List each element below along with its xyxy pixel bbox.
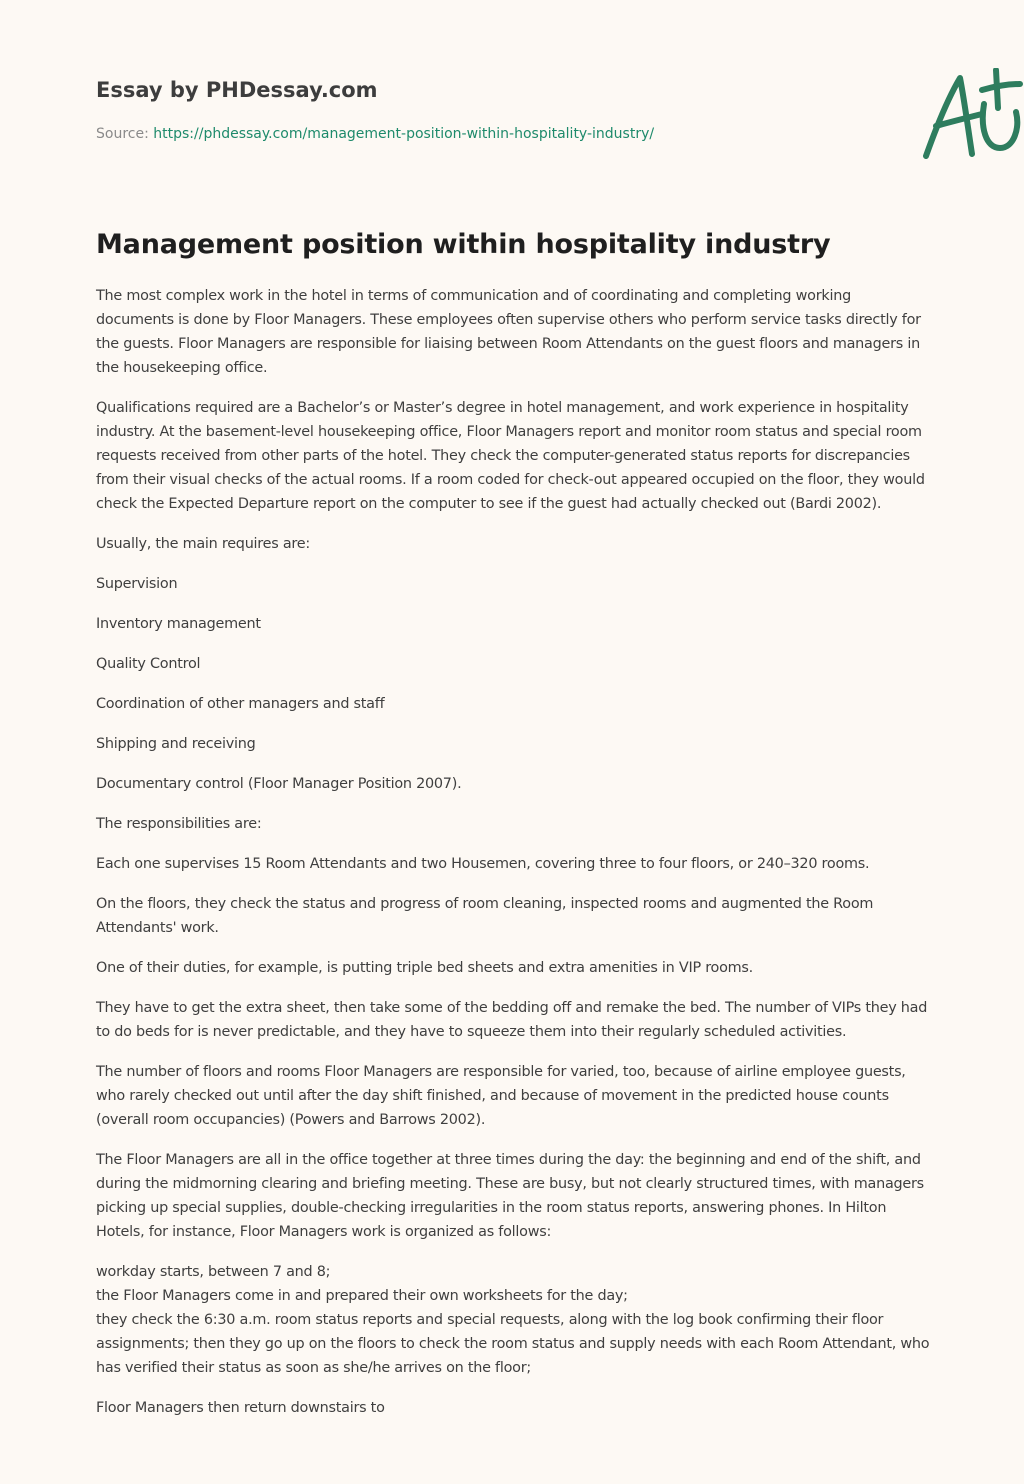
- paragraph: They have to get the extra sheet, then take some of the bedding off and remake the bed. The number of VIPs they had to do beds for is never predictable, and they have to squeeze them into their regularly scheduled activities.: [96, 1000, 928, 1040]
- source-line: [96, 124, 654, 144]
- schedule-line: the Floor Managers come in and prepared their own worksheets for the day;: [96, 1288, 628, 1304]
- site-title: Essay by PHDessay.com: [96, 78, 378, 102]
- list-item: Coordination of other managers and staff: [96, 696, 385, 712]
- paragraph: The most complex work in the hotel in terms of communication and of coordinating and completing working documents is done by Floor Managers. These employees often supervise others who perform service tasks directly for the guests. Floor Managers are responsible for liaising between Room Attendants on the guest floors and managers in the housekeeping office.: [96, 288, 921, 376]
- essay-title: Management position within hospitality industry: [96, 229, 831, 260]
- source-link[interactable]: https://phdessay.com/management-position-within-hospitality-industry/: [153, 126, 655, 142]
- paragraph: On the floors, they check the status and progress of room cleaning, inspected rooms and augmented the Room Attendants' work.: [96, 896, 874, 936]
- paragraph: The Floor Managers are all in the office together at three times during the day: the beginning and end of the shift, and during the midmorning clearing and briefing meeting. These are busy, but not clearly structured times, with managers picking up special supplies, double-checking irregularities in the room status reports, answering phones. In Hilton Hotels, for instance, Floor Managers work is organized as follows:: [96, 1152, 924, 1240]
- essay-body: [96, 284, 930, 1436]
- paragraph: Qualifications required are a Bachelor’s or Master’s degree in hotel management, and work experience in hospitality industry. At the basement-level housekeeping office, Floor Managers report and monitor room status and special room requests received from other parts of the hotel. They check the computer-generated status reports for discrepancies from their visual checks of the actual rooms. If a room coded for check-out appeared occupied on the floor, they would check the Expected Departure report on the computer to see if the guest had actually checked out (Bardi 2002).: [96, 400, 925, 512]
- requires-intro: Usually, the main requires are:: [96, 536, 310, 552]
- list-item: Shipping and receiving: [96, 736, 256, 752]
- list-item: Supervision: [96, 576, 178, 592]
- list-item: Quality Control: [96, 656, 201, 672]
- schedule-block: [96, 1260, 930, 1380]
- paragraph: The number of floors and rooms Floor Managers are responsible for varied, too, because of airline employee guests, who rarely checked out until after the day shift finished, and because of movement in the predicted house counts (overall room occupancies) (Powers and Barrows 2002).: [96, 1064, 906, 1128]
- list-item: Documentary control (Floor Manager Position 2007).: [96, 776, 462, 792]
- source-label: Source:: [96, 126, 149, 142]
- paragraph: One of their duties, for example, is putting triple bed sheets and extra amenities in VIP rooms.: [96, 960, 753, 976]
- paragraph: Floor Managers then return downstairs to: [96, 1400, 385, 1416]
- a-plus-grade-icon: [920, 68, 1024, 164]
- responsibilities-intro: The responsibilities are:: [96, 816, 262, 832]
- list-item: Inventory management: [96, 616, 261, 632]
- schedule-line: they check the 6:30 a.m. room status reports and special requests, along with the log book confirming their floor assignments; then they go up on the floors to check the room status and supply needs with each Room Attendant, who has verified their status as soon as she/he arrives on the floor;: [96, 1312, 930, 1376]
- schedule-line: workday starts, between 7 and 8;: [96, 1264, 331, 1280]
- paragraph: Each one supervises 15 Room Attendants and two Housemen, covering three to four floors, or 240–320 rooms.: [96, 856, 870, 872]
